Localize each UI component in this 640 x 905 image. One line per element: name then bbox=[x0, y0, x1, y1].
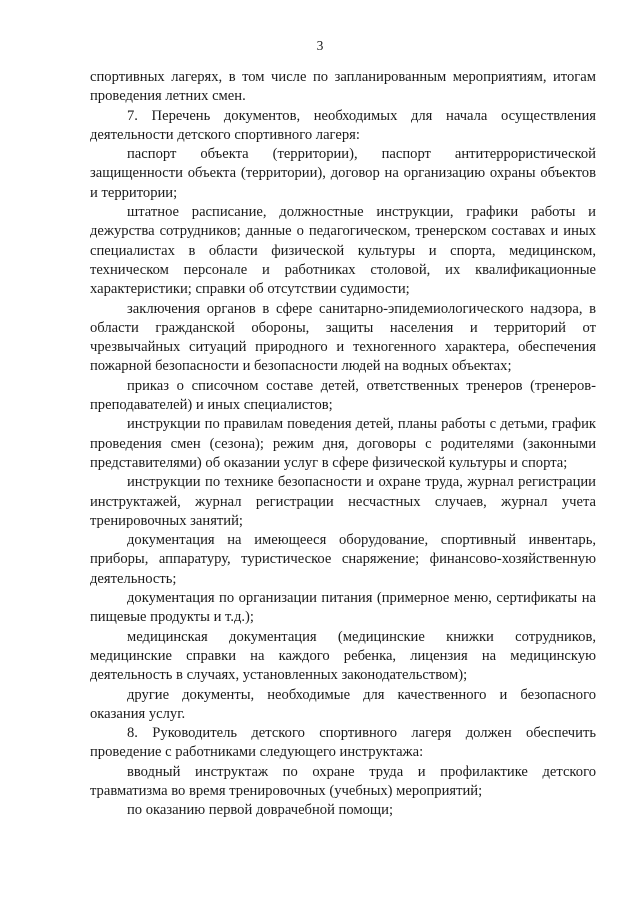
paragraph-staff-schedule: штатное расписание, должностные инструкции, графики работы и дежурства сотрудников; данные о педагогическом, тренерском составах и иных специалистах в области физической культуры и спорта, медицинском, техническом персонале и работниках столовой, их квалификационные характеристики; справки об отсутствии судимости; bbox=[90, 204, 596, 298]
page-number: 3 bbox=[316, 38, 324, 53]
paragraph-1-continuation: спортивных лагерях, в том числе по запланированным мероприятиям, итогам проведения летних смен. bbox=[90, 69, 596, 105]
paragraph-safety-instructions: инструкции по технике безопасности и охране труда, журнал регистрации инструктажей, журнал регистрации несчастных случаев, журнал учета тренировочных занятий; bbox=[90, 474, 596, 529]
paragraph-item-8: 8. Руководитель детского спортивного лагеря должен обеспечить проведение с работниками следующего инструктажа: bbox=[90, 725, 596, 761]
paragraph-food-docs: документация по организации питания (примерное меню, сертификаты на пищевые продукты и т.д.); bbox=[90, 590, 596, 626]
paragraph-behavior-instructions: инструкции по правилам поведения детей, планы работы с детьми, график проведения смен (сезона); режим дня, договоры с родителями (законными представителями) об оказании услуг в сфере физической культуры и спорта; bbox=[90, 416, 596, 471]
paragraph-order-list: приказ о списочном составе детей, ответственных тренеров (тренеров-преподавателей) и иных специалистов; bbox=[90, 377, 596, 414]
paragraph-item-7: 7. Перечень документов, необходимых для начала осуществления деятельности детского спортивного лагеря: bbox=[90, 107, 596, 143]
document-body bbox=[90, 68, 596, 821]
paragraph-equipment-docs: документация на имеющееся оборудование, спортивный инвентарь, приборы, аппаратуру, туристическое снаряжение; финансово-хозяйственную деятельность; bbox=[90, 532, 596, 587]
paragraph-intro-briefing: вводный инструктаж по охране труда и профилактике детского травматизма во время тренировочных (учебных) мероприятий; bbox=[90, 763, 596, 799]
paragraph-medical-docs: медицинская документация (медицинские книжки сотрудников, медицинские справки на каждого ребенка, лицензия на медицинскую деятельность в случаях, установленных законодательством); bbox=[90, 628, 596, 684]
paragraph-other-docs: другие документы, необходимые для качественного и безопасного оказания услуг. bbox=[90, 686, 596, 722]
paragraph-first-aid: по оказанию первой доврачебной помощи; bbox=[127, 802, 394, 819]
paragraph-conclusions: заключения органов в сфере санитарно-эпидемиологического надзора, в области гражданской обороны, защиты населения и территорий от чрезвычайных ситуаций природного и техногенного характера, обеспечения пожарной безопасности и безопасности людей на водных объектах; bbox=[90, 300, 596, 375]
paragraph-passport: паспорт объекта (территории), паспорт антитеррористической защищенности объекта (территории), договор на организацию охраны объектов и территории; bbox=[90, 146, 596, 201]
